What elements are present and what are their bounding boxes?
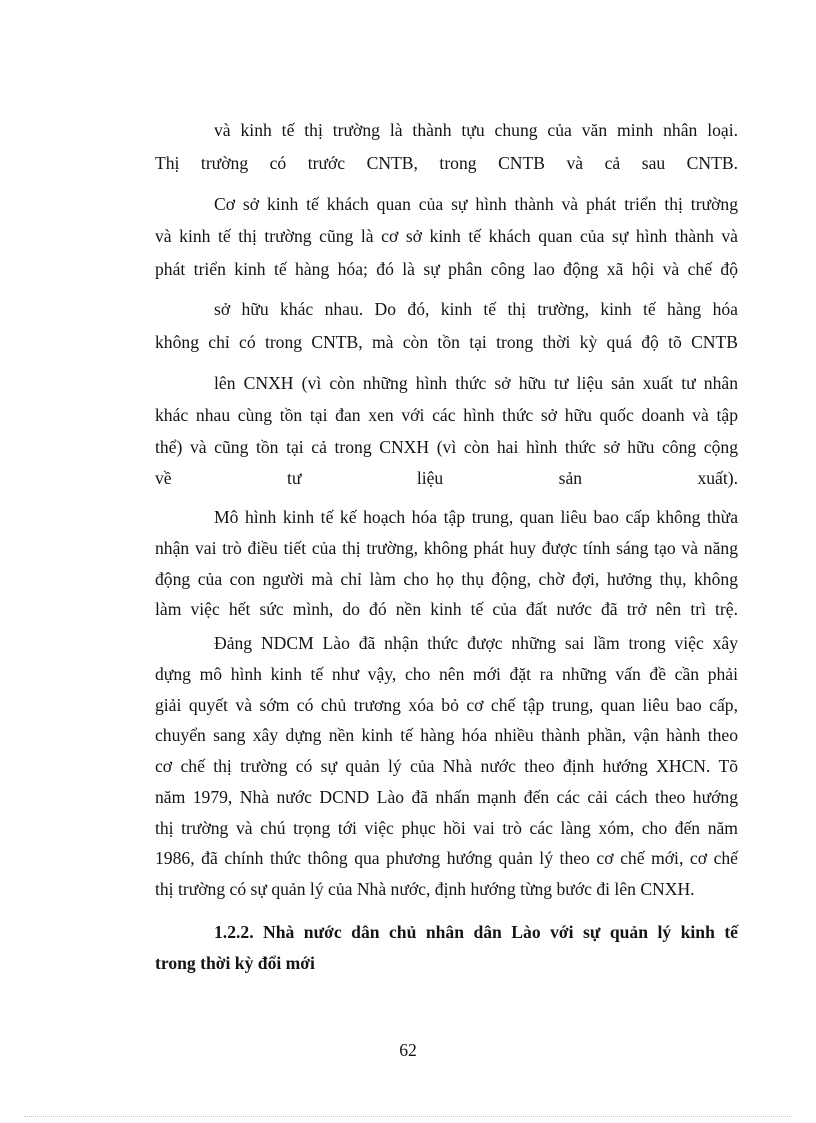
- body-line: lên CNXH (vì còn những hình thức sở hữu tư liệu sản xuất tư nhân: [214, 373, 738, 393]
- body-line: làm việc hết sức mình, do đó nền kinh tế của đất nước đã trở nên trì trệ.: [155, 599, 738, 619]
- section-heading: trong thời kỳ đổi mới: [155, 953, 315, 973]
- body-line: và kinh tế thị trường là thành tựu chung của văn minh nhân loại.: [214, 120, 738, 140]
- body-line: khác nhau cùng tồn tại đan xen với các hình thức sở hữu quốc doanh và tập: [155, 405, 738, 425]
- body-line: về tư liệu sản xuất).: [155, 468, 738, 488]
- section-heading: 1.2.2. Nhà nước dân chủ nhân dân Lào với sự quản lý kinh tế: [214, 922, 738, 942]
- body-line: thị trường và chú trọng tới việc phục hồi vai trò các làng xóm, cho đến năm: [155, 818, 738, 838]
- body-line: nhận vai trò điều tiết của thị trường, không phát huy được tính sáng tạo và năng: [155, 538, 738, 558]
- body-line: sở hữu khác nhau. Do đó, kinh tế thị trường, kinh tế hàng hóa: [214, 299, 738, 319]
- body-line: thể) và cũng tồn tại cả trong CNXH (vì còn hai hình thức sở hữu công cộng: [155, 437, 738, 457]
- body-line: phát triển kinh tế hàng hóa; đó là sự phân công lao động xã hội và chế độ: [155, 259, 738, 279]
- body-line: giải quyết và sớm có chủ trương xóa bỏ cơ chế tập trung, quan liêu bao cấp,: [155, 695, 738, 715]
- page-number: 62: [399, 1040, 417, 1060]
- body-line: 1986, đã chính thức thông qua phương hướng quản lý theo cơ chế mới, cơ chế: [155, 848, 738, 868]
- body-line: Cơ sở kinh tế khách quan của sự hình thành và phát triển thị trường: [214, 194, 738, 214]
- body-line: không chỉ có trong CNTB, mà còn tồn tại trong thời kỳ quá độ tõ CNTB: [155, 332, 738, 352]
- body-line: Thị trường có trước CNTB, trong CNTB và cả sau CNTB.: [155, 153, 738, 173]
- body-line: chuyển sang xây dựng nền kinh tế hàng hóa nhiều thành phần, vận hành theo: [155, 725, 738, 745]
- body-line: Đảng NDCM Lào đã nhận thức được những sai lầm trong việc xây: [214, 633, 738, 653]
- page-bottom-divider: [24, 1116, 792, 1117]
- body-line: động của con người mà chỉ làm cho họ thụ động, chờ đợi, hưởng thụ, không: [155, 569, 738, 589]
- body-line: dựng mô hình kinh tế như vậy, cho nên mới đặt ra những vấn đề cần phải: [155, 664, 738, 684]
- body-line: thị trường có sự quản lý của Nhà nước, định hướng từng bước đi lên CNXH.: [155, 879, 695, 899]
- body-line: năm 1979, Nhà nước DCND Lào đã nhấn mạnh đến các cải cách theo hướng: [155, 787, 738, 807]
- body-line: Mô hình kinh tế kế hoạch hóa tập trung, quan liêu bao cấp không thừa: [214, 507, 738, 527]
- body-line: cơ chế thị trường có sự quản lý của Nhà nước theo định hướng XHCN. Tõ: [155, 756, 738, 776]
- body-line: và kinh tế thị trường cũng là cơ sở kinh tế khách quan của sự hình thành và: [155, 226, 738, 246]
